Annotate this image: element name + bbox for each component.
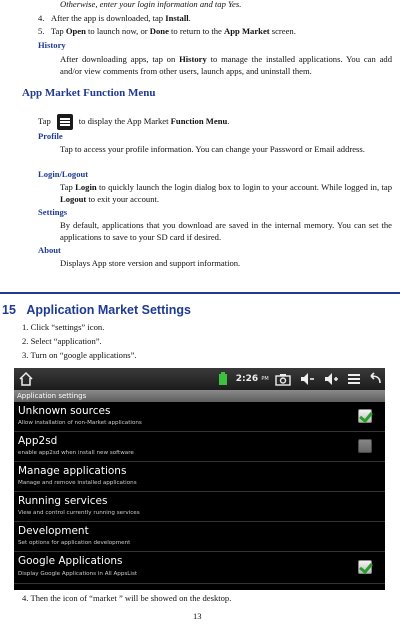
section-rule [0, 292, 400, 294]
setting-unknown-sources[interactable]: Unknown sources Allow installation of non-Market applications [14, 402, 385, 432]
settings-title: Settings [38, 207, 68, 217]
profile-text: Tap to access your profile information. You can change your Password or Email address. [60, 144, 365, 154]
login-text: Tap Login to quickly launch the login dialog box to login to your account. While logged in, tap Logout to exit your account. [60, 182, 392, 204]
section-step-2: 2. Select “application”. [22, 336, 102, 346]
back-icon[interactable] [366, 371, 382, 387]
otherwise-line: Otherwise, enter your login information and tap Yes. [60, 0, 242, 9]
volume-down-icon[interactable] [298, 371, 316, 387]
about-text: Displays App store version and support information. [60, 258, 241, 268]
home-icon[interactable] [17, 371, 35, 387]
android-settings-screenshot [14, 368, 385, 590]
volume-up-icon[interactable] [322, 371, 340, 387]
login-title: Login/Logout [38, 169, 89, 179]
battery-icon [218, 371, 228, 387]
section-heading: 15 Application Market Settings [2, 303, 191, 317]
about-title: About [38, 245, 61, 255]
status-time: 2:26 [235, 374, 259, 384]
section-step-4: 4. Then the icon of “market ” will be showed on the desktop. [22, 593, 232, 603]
setting-google-applications[interactable]: Google Applications Display Google Applications in All AppsList [14, 552, 385, 584]
settings-text: By default, applications that you download are saved in the internal memory. You can set the applications to save to your SD card if desired. [60, 220, 392, 242]
page-number: 13 [193, 611, 202, 621]
history-text: After downloading apps, tap on History to manage the installed applications. You can add and/or view comments from other users, launch apps, and uninstall them. [60, 54, 392, 76]
setting-manage-applications[interactable]: Manage applications Manage and remove installed applications [14, 462, 385, 492]
menu-icon [57, 114, 73, 130]
section-step-3: 3. Turn on “google applications”. [22, 350, 137, 360]
setting-development[interactable]: Development Set options for application development [14, 522, 385, 552]
step-4: 4. After the app is downloaded, tap Install. [38, 13, 191, 23]
function-menu-heading: App Market Function Menu [22, 87, 156, 99]
setting-app2sd[interactable]: App2sd enable app2sd when install new software [14, 432, 385, 462]
app2sd-checkbox[interactable] [358, 439, 372, 453]
function-menu-intro: Tap to display the App Market Function Menu. [38, 112, 229, 130]
section-step-1: 1. Click “settings” icon. [22, 322, 105, 332]
step-5: 5. Tap Open to launch now, or Done to return to the App Market screen. [38, 26, 296, 36]
status-ampm: PM [261, 376, 269, 382]
setting-running-services[interactable]: Running services View and control currently running services [14, 492, 385, 522]
unknown-sources-checkbox[interactable] [358, 409, 372, 423]
camera-icon[interactable] [274, 371, 292, 387]
status-bar [14, 368, 385, 390]
profile-title: Profile [38, 131, 63, 141]
history-title: History [38, 40, 66, 50]
app-title-bar: Application settings [14, 390, 385, 402]
google-applications-checkbox[interactable] [358, 560, 372, 574]
menu-icon[interactable] [346, 371, 362, 387]
